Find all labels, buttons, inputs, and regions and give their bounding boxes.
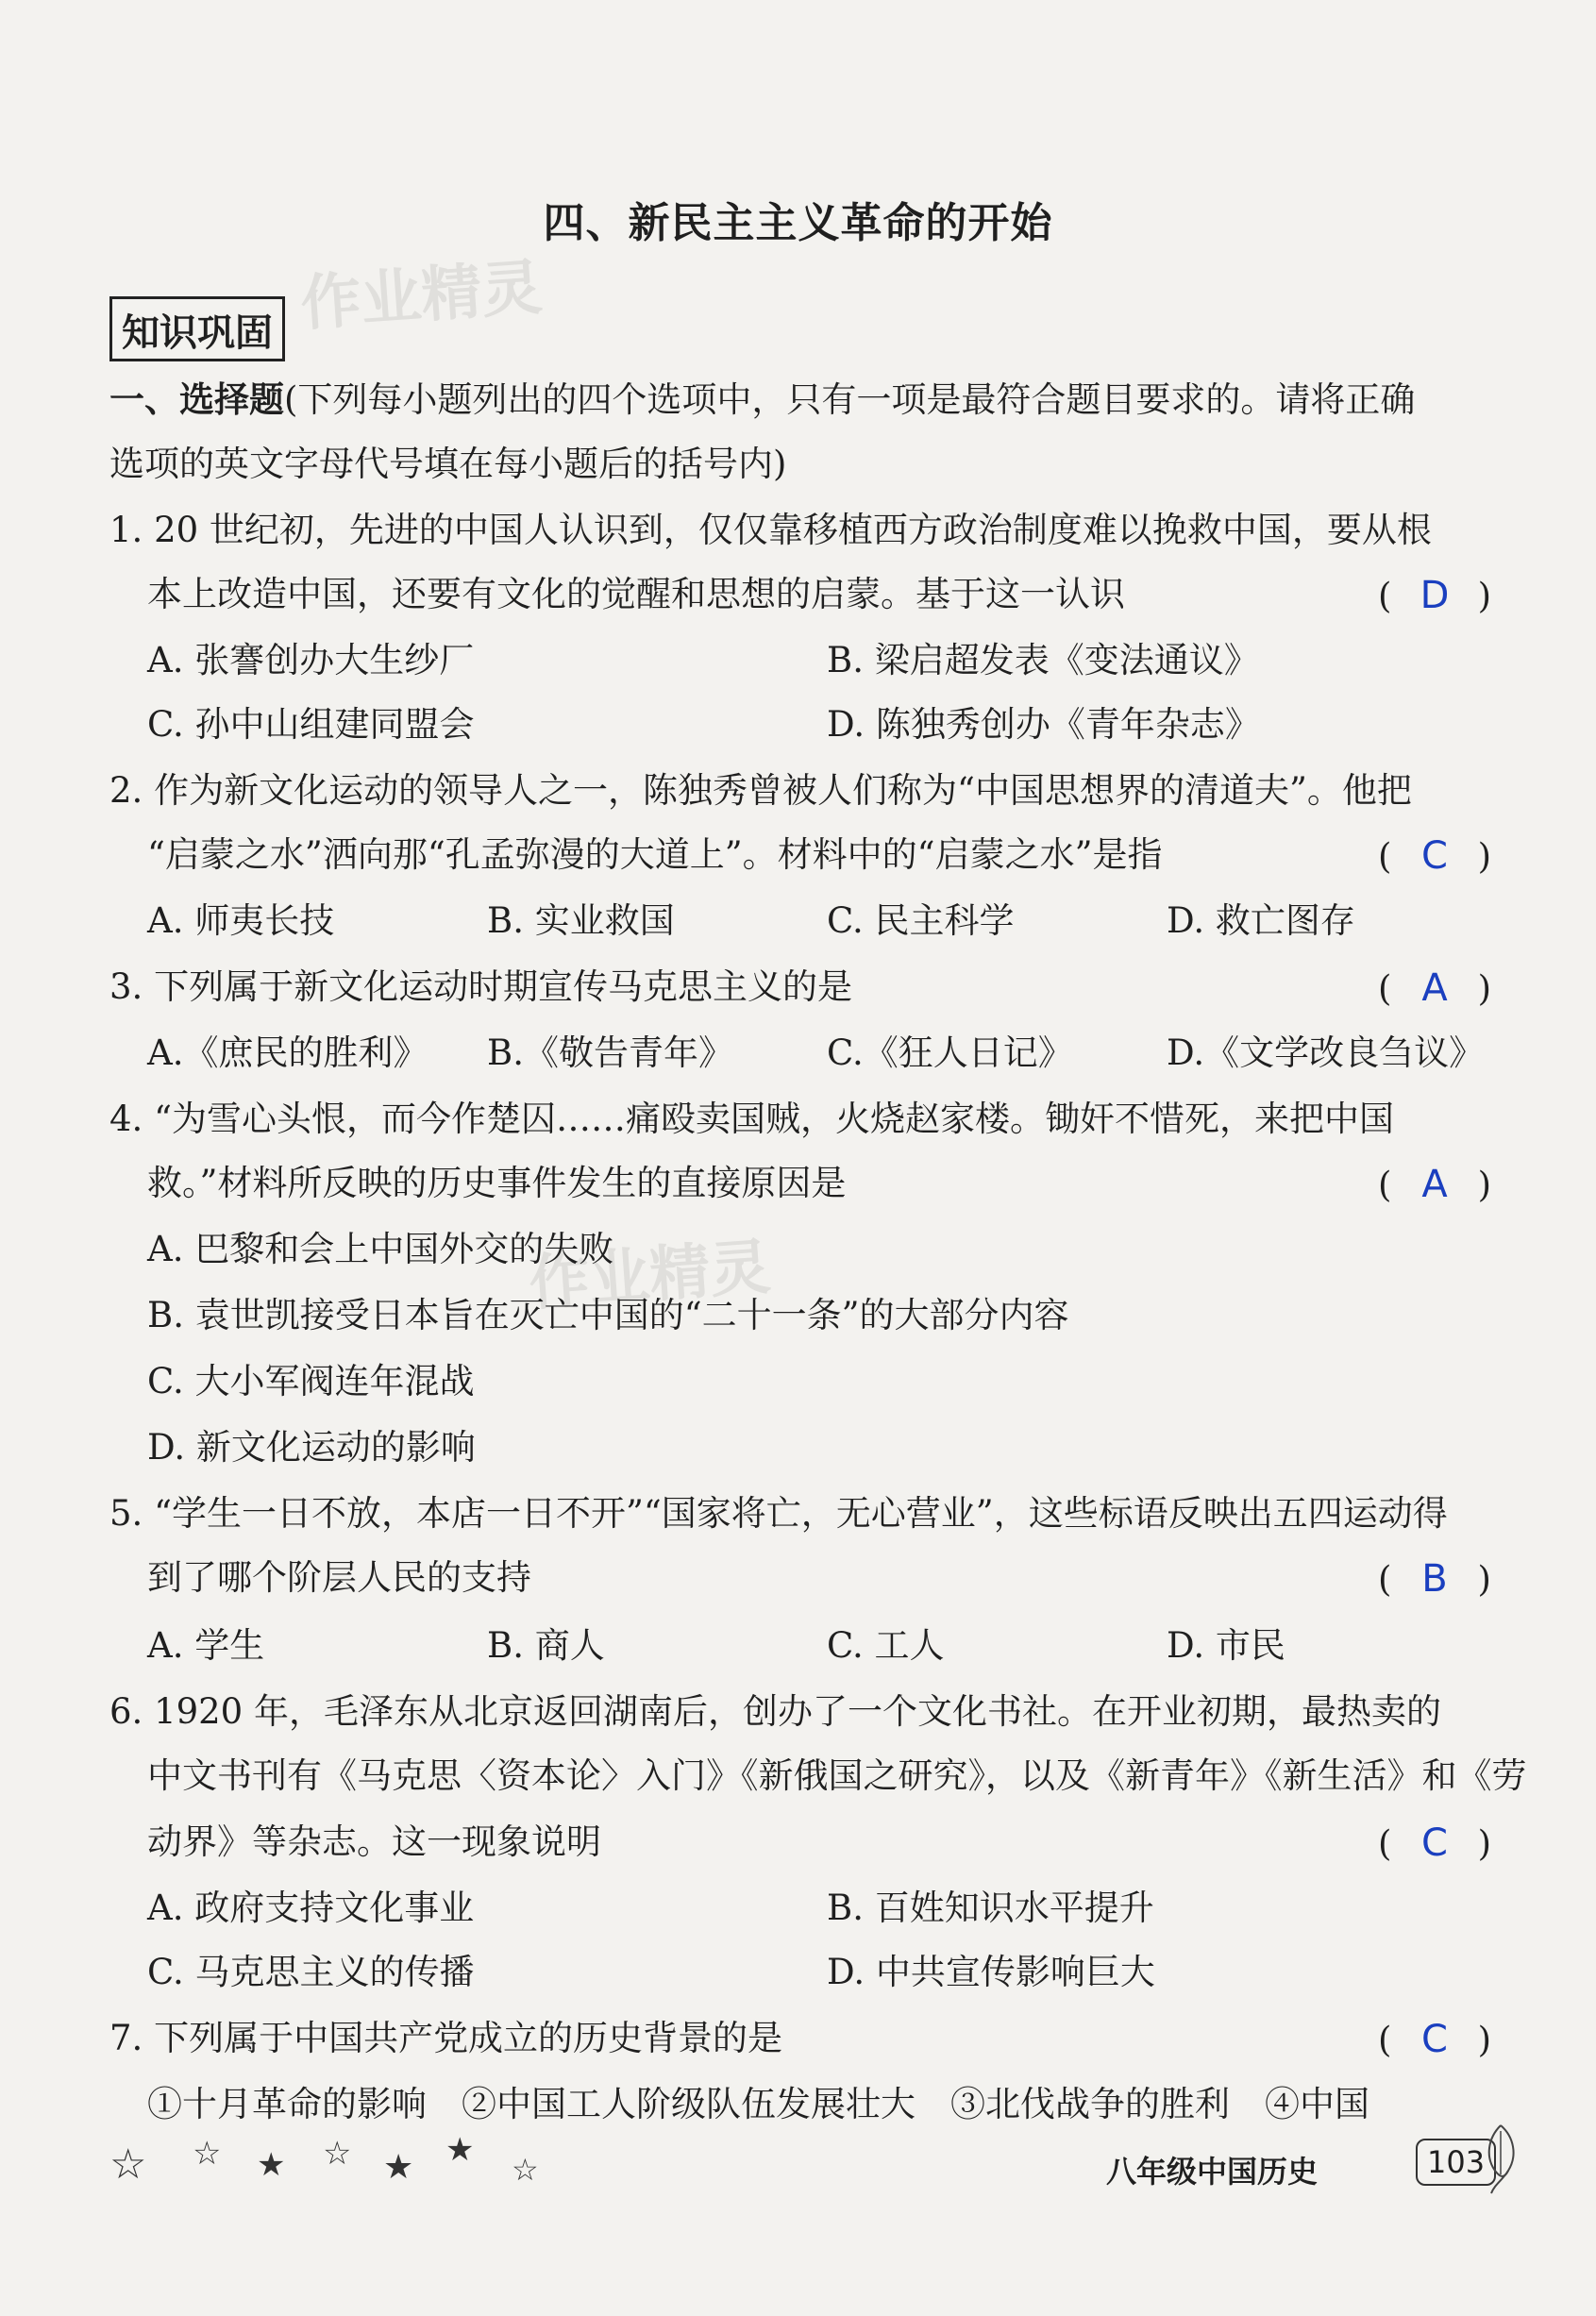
- option: B. 袁世凯接受日本旨在灭亡中国的“二十一条”的大部分内容: [147, 1295, 1069, 1335]
- section-label: 知识巩固: [109, 296, 285, 361]
- intro-line: [109, 379, 1415, 421]
- option: B. 梁启超发表《变法通议》: [827, 640, 1259, 680]
- option: D.《文学改良刍议》: [1167, 1032, 1485, 1073]
- star-icon: ☆: [193, 2135, 222, 2173]
- option: B. 百姓知识水平提升: [827, 1888, 1154, 1928]
- star-icon: ☆: [109, 2140, 147, 2189]
- option: A. 学生: [147, 1625, 265, 1666]
- answer-letter: D: [1420, 574, 1450, 617]
- paren-close: ): [1477, 1822, 1491, 1864]
- answer-bracket-1: [1378, 574, 1491, 617]
- option: A. 巴黎和会上中国外交的失败: [147, 1229, 614, 1269]
- watermark: 作业精灵: [527, 1233, 773, 1319]
- option: A. 师夷长技: [147, 900, 335, 941]
- answer-bracket-3: [1378, 966, 1491, 1010]
- question-2-line: 2. 作为新文化运动的领导人之一，陈独秀曾被人们称为“中国思想界的清道夫”。他把: [109, 770, 1412, 811]
- option: C. 马克思主义的传播: [147, 1952, 475, 1992]
- star-icon: ☆: [512, 2152, 539, 2188]
- question-5-line: 5. “学生一日不放，本店一日不开”“国家将亡，无心营业”，这些标语反映出五四运动得: [109, 1493, 1448, 1534]
- question-4-line: 救。”材料所反映的历史事件发生的直接原因是: [147, 1163, 847, 1203]
- question-6-line: 6. 1920 年，毛泽东从北京返回湖南后，创办了一个文化书社。在开业初期，最热卖的: [109, 1691, 1441, 1732]
- option: D. 市民: [1167, 1625, 1285, 1666]
- paren-close: ): [1477, 835, 1491, 877]
- answer-bracket-2: [1378, 834, 1491, 878]
- question-7-line: 7. 下列属于中国共产党成立的历史背景的是: [109, 2018, 783, 2058]
- star-icon: ☆: [323, 2135, 352, 2173]
- option: A. 张謇创办大生纱厂: [147, 640, 475, 680]
- option: C. 工人: [827, 1625, 945, 1666]
- answer-letter: C: [1421, 2018, 1448, 2061]
- question-6-line: 动界》等杂志。这一现象说明: [147, 1821, 601, 1862]
- question-1-line: 本上改造中国，还要有文化的觉醒和思想的启蒙。基于这一认识: [147, 574, 1125, 614]
- answer-letter: A: [1421, 966, 1448, 1010]
- paren-open: (: [1378, 1164, 1392, 1205]
- intro-text: (下列每小题列出的四个选项中，只有一项是最符合题目要求的。请将正确: [284, 379, 1416, 420]
- option: D. 陈独秀创办《青年杂志》: [827, 704, 1260, 745]
- option: A. 政府支持文化事业: [147, 1888, 475, 1928]
- option: D. 救亡图存: [1167, 900, 1355, 941]
- paren-open: (: [1378, 835, 1392, 877]
- paren-open: (: [1378, 1558, 1392, 1600]
- question-4-line: 4. “为雪心头恨，而今作楚囚……痛殴卖国贼，火烧赵家楼。锄奸不惜死，来把中国: [109, 1099, 1394, 1139]
- answer-letter: C: [1421, 1821, 1448, 1865]
- option: D. 中共宣传影响巨大: [827, 1952, 1155, 1992]
- option: B. 商人: [487, 1625, 605, 1666]
- option: C.《狂人日记》: [827, 1032, 1073, 1073]
- paren-open: (: [1378, 575, 1392, 616]
- question-5-line: 到了哪个阶层人民的支持: [147, 1557, 531, 1598]
- paren-close: ): [1477, 1164, 1491, 1205]
- option: C. 大小军阀连年混战: [147, 1361, 475, 1401]
- option: A.《庶民的胜利》: [147, 1032, 428, 1073]
- question-3-line: 3. 下列属于新文化运动时期宣传马克思主义的是: [109, 966, 853, 1007]
- answer-bracket-4: [1378, 1163, 1491, 1206]
- paren-open: (: [1378, 967, 1392, 1009]
- star-icon: ★: [383, 2148, 414, 2187]
- option: B.《敬告青年》: [487, 1032, 733, 1073]
- answer-letter: A: [1421, 1163, 1448, 1206]
- leaf-icon: [1480, 2122, 1521, 2197]
- book-title: 八年级中国历史: [1106, 2154, 1319, 2190]
- watermark: 作业精灵: [298, 253, 545, 340]
- paren-open: (: [1378, 2019, 1392, 2060]
- option: C. 孙中山组建同盟会: [147, 704, 475, 745]
- answer-letter: B: [1421, 1557, 1448, 1601]
- answer-bracket-5: [1378, 1557, 1491, 1601]
- paren-close: ): [1477, 1558, 1491, 1600]
- answer-bracket-6: [1378, 1821, 1491, 1865]
- option: C. 民主科学: [827, 900, 1015, 941]
- paren-close: ): [1477, 575, 1491, 616]
- question-1-line: 1. 20 世纪初，先进的中国人认识到，仅仅靠移植西方政治制度难以挽救中国，要从根: [109, 510, 1432, 550]
- paren-close: ): [1477, 967, 1491, 1009]
- question-6-line: 中文书刊有《马克思〈资本论〉入门》《新俄国之研究》，以及《新青年》《新生活》和《劳: [147, 1755, 1527, 1796]
- option: B. 实业救国: [487, 900, 675, 941]
- paren-close: ): [1477, 2019, 1491, 2060]
- star-icon: ★: [257, 2146, 286, 2184]
- intro-line-2: 选项的英文字母代号填在每小题后的括号内): [109, 444, 787, 484]
- question-7-statements: ①十月革命的影响 ②中国工人阶级队伍发展壮大 ③北伐战争的胜利 ④中国: [147, 2084, 1369, 2124]
- answer-bracket-7: [1378, 2018, 1491, 2061]
- page-title: 四、新民主主义革命的开始: [543, 199, 1053, 247]
- star-icon: ★: [445, 2131, 475, 2169]
- page-number: 103: [1416, 2139, 1496, 2186]
- answer-letter: C: [1421, 834, 1448, 878]
- question-2-line: “启蒙之水”洒向那“孔孟弥漫的大道上”。材料中的“启蒙之水”是指: [147, 834, 1163, 875]
- option: D. 新文化运动的影响: [147, 1427, 476, 1468]
- intro-heading: 一、选择题: [109, 379, 284, 420]
- paren-open: (: [1378, 1822, 1392, 1864]
